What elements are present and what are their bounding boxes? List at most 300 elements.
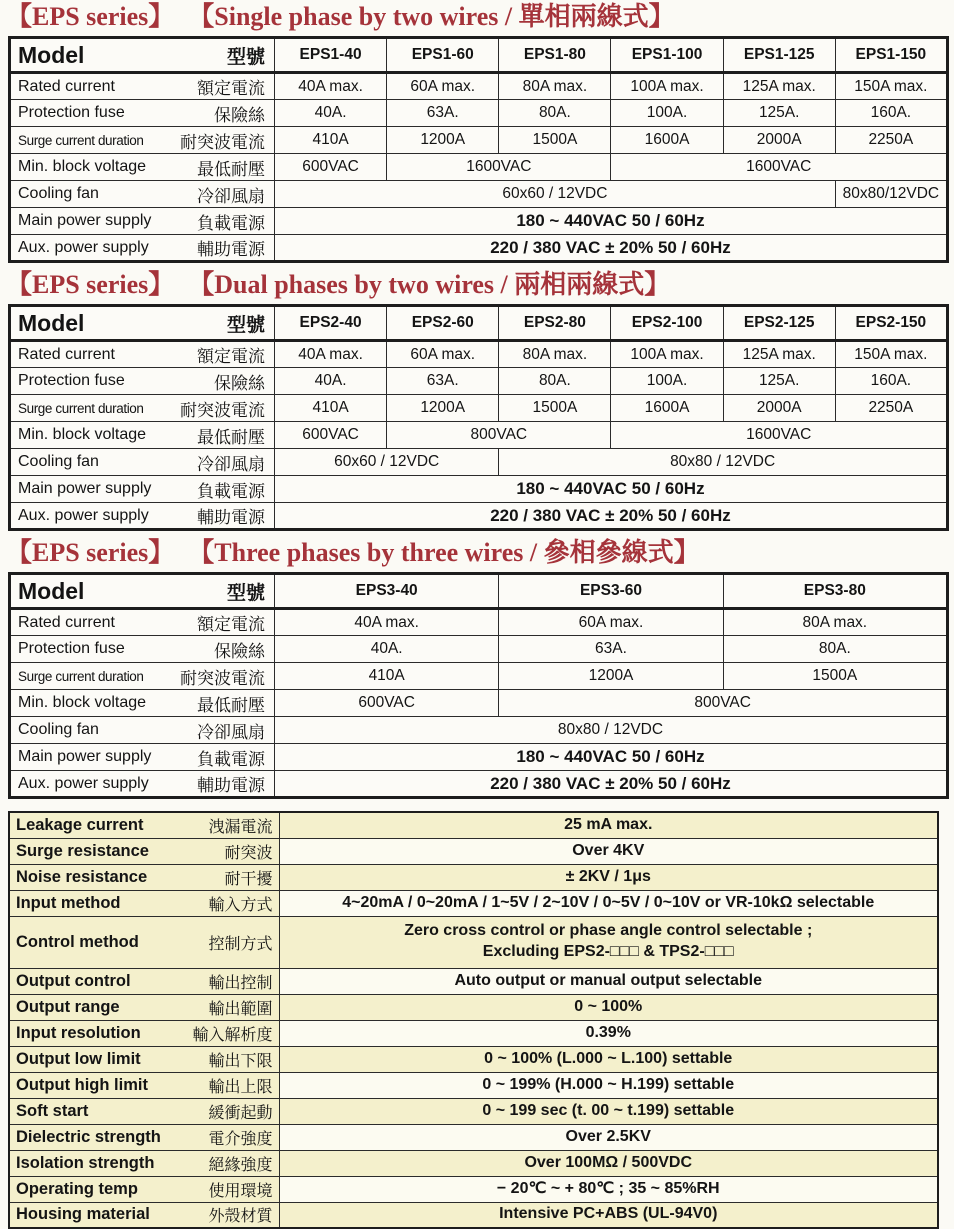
value-cell: [279, 890, 938, 916]
row-label: [18, 74, 265, 99]
table-row: [10, 181, 948, 208]
row-label: [18, 637, 265, 662]
row-label-en: Main power supply: [18, 748, 152, 765]
row-label-en: Main power supply: [18, 212, 152, 229]
row-label-en: Surge current duration: [18, 132, 144, 148]
row-label: [16, 1203, 273, 1226]
value-line: 0 ~ 199 sec (t. 00 ~ t.199) settable: [482, 1101, 735, 1119]
row-label: [16, 1178, 273, 1201]
phase-title-text: 【Single phase by two wires / 單相兩線式】: [188, 2, 675, 31]
model-column-header: EPS3-40: [275, 574, 499, 609]
value-cell: 100A max.: [611, 341, 723, 368]
value-cell: 100A max.: [611, 73, 723, 100]
model-column-header: EPS2-125: [723, 306, 835, 341]
value-line: Over 4KV: [572, 841, 645, 859]
value-cell: [279, 1098, 938, 1124]
row-label-zh: 輸出範圍: [208, 1000, 273, 1018]
value-cell: 1600VAC: [611, 154, 947, 181]
spec-section: [0, 270, 954, 531]
row-label: [16, 814, 273, 837]
table-row: [9, 812, 938, 838]
row-label-en: Cooling fan: [18, 185, 99, 202]
row-label-zh: 最低耐壓: [197, 695, 265, 715]
table-row: [9, 890, 938, 916]
row-label-cell: [10, 771, 275, 798]
value-line: 4~20mA / 0~20mA / 1~5V / 2~10V / 0~5V / 0~10V or VR-10kΩ selectable: [342, 893, 875, 911]
row-label-en: Output range: [16, 997, 120, 1016]
model-column-header: EPS1-60: [387, 38, 499, 73]
row-label-en: Rated current: [18, 613, 115, 631]
row-label-en: Min. block voltage: [18, 426, 147, 443]
row-label-cell: [10, 127, 275, 154]
value-cell: 2000A: [723, 395, 835, 422]
value-cell: 800VAC: [499, 690, 948, 717]
table-row: [10, 609, 948, 636]
row-label-cell: [9, 838, 279, 864]
table-row: [10, 503, 948, 530]
row-label-zh: 冷卻風扇: [197, 186, 265, 206]
row-label-cell: [10, 235, 275, 262]
table-row: [10, 476, 948, 503]
row-label-zh: 負載電源: [197, 481, 265, 501]
value-line: Zero cross control or phase angle control selectable ;: [404, 922, 813, 940]
table-row: [9, 1072, 938, 1098]
table-row: [10, 422, 948, 449]
row-label-zh: 輔助電源: [197, 776, 265, 795]
value-cell: 125A max.: [723, 73, 835, 100]
value-cell: 220 / 380 VAC ± 20% 50 / 60Hz: [275, 503, 948, 530]
row-label-zh: 保險絲: [214, 373, 265, 393]
row-label-cell: [9, 968, 279, 994]
value-cell: 1500A: [723, 663, 947, 690]
table-body: [10, 609, 948, 798]
value-cell: 80x80 / 12VDC: [499, 449, 948, 476]
row-label: [18, 664, 265, 689]
header-row: [10, 306, 948, 341]
row-label: [18, 182, 265, 207]
row-label-cell: [9, 864, 279, 890]
model-column-header: EPS2-80: [499, 306, 611, 341]
table-row: [10, 368, 948, 395]
model-column-header: EPS2-100: [611, 306, 723, 341]
row-label-en: Soft start: [16, 1101, 89, 1120]
table-row: [10, 771, 948, 798]
specs-table-body: [9, 812, 938, 1228]
value-cell: 80A.: [499, 368, 611, 395]
value-cell: 40A max.: [275, 341, 387, 368]
row-label-cell: [9, 1046, 279, 1072]
table-header: [10, 306, 948, 341]
row-label: [18, 209, 265, 234]
row-label-zh: 電介強度: [208, 1130, 273, 1148]
row-label: [16, 866, 273, 889]
row-label: [18, 423, 265, 448]
table-row: [10, 717, 948, 744]
table-header: [10, 38, 948, 73]
row-label: [18, 342, 265, 367]
row-label-cell: [10, 636, 275, 663]
row-label-zh: 輸出控制: [208, 974, 273, 992]
value-cell: 2250A: [835, 127, 947, 154]
row-label-en: Output control: [16, 971, 131, 990]
value-cell: 60A max.: [387, 73, 499, 100]
row-label-en: Main power supply: [18, 480, 152, 497]
row-label-cell: [10, 609, 275, 636]
row-label-en: Cooling fan: [18, 721, 99, 738]
row-label-cell: [10, 154, 275, 181]
table-row: [9, 1150, 938, 1176]
table-row: [10, 73, 948, 100]
row-label-en: Rated current: [18, 345, 115, 363]
table-row: [9, 1098, 938, 1124]
header-row: [10, 574, 948, 609]
table-row: [10, 341, 948, 368]
value-line: 0 ~ 100%: [574, 997, 643, 1015]
row-label: [16, 1022, 273, 1045]
table-body: [10, 341, 948, 530]
row-label: [18, 610, 265, 635]
value-cell: [279, 916, 938, 968]
section-title: [6, 538, 954, 568]
row-label-cell: [10, 73, 275, 100]
table-row: [9, 1046, 938, 1072]
row-label-cell: [9, 890, 279, 916]
common-specs-table: [8, 811, 939, 1229]
value-cell: 40A max.: [275, 73, 387, 100]
value-line: Over 2.5KV: [565, 1127, 651, 1145]
row-label-en: Protection fuse: [18, 104, 125, 121]
value-cell: 80A.: [499, 100, 611, 127]
row-label-zh: 使用環境: [208, 1182, 273, 1200]
value-cell: 80A max.: [499, 73, 611, 100]
row-label-en: Operating temp: [16, 1179, 138, 1198]
row-label-en: Min. block voltage: [18, 694, 147, 711]
row-label: [16, 1100, 273, 1123]
row-label-cell: [10, 476, 275, 503]
value-line: ± 2KV / 1μs: [565, 867, 651, 885]
row-label-en: Surge current duration: [18, 400, 144, 416]
row-label-cell: [10, 449, 275, 476]
row-label-zh: 輔助電源: [197, 508, 265, 527]
row-label-cell: [10, 744, 275, 771]
section-title: [6, 270, 954, 300]
row-label-cell: [10, 181, 275, 208]
row-label-zh: 輸入方式: [208, 896, 273, 914]
models-table-2: [8, 304, 949, 531]
row-label: [18, 450, 265, 475]
models-table-3: [8, 572, 949, 799]
value-cell: 1600VAC: [387, 154, 611, 181]
row-label-en: Isolation strength: [16, 1153, 155, 1172]
value-cell: [279, 1150, 938, 1176]
value-cell: [279, 838, 938, 864]
row-label-cell: [10, 100, 275, 127]
row-label: [16, 996, 273, 1019]
row-label-en: Min. block voltage: [18, 158, 147, 175]
row-label: [18, 691, 265, 716]
row-label-en: Model: [18, 577, 85, 604]
row-label-en: Noise resistance: [16, 867, 148, 886]
model-column-header: EPS1-40: [275, 38, 387, 73]
value-cell: 150A max.: [835, 73, 947, 100]
row-label-cell: [10, 690, 275, 717]
table-row: [9, 838, 938, 864]
value-cell: 1500A: [499, 127, 611, 154]
row-label-zh: 冷卻風扇: [197, 722, 265, 742]
row-label-zh: 耐突波電流: [180, 668, 265, 688]
model-header-cell: [10, 38, 275, 73]
row-label-en: Cooling fan: [18, 453, 99, 470]
row-label-zh: 保險絲: [214, 641, 265, 661]
value-cell: 60x60 / 12VDC: [275, 181, 836, 208]
series-title-text: 【EPS series】: [6, 2, 175, 31]
value-cell: [279, 1020, 938, 1046]
value-cell: 1600A: [611, 395, 723, 422]
value-cell: 60A max.: [387, 341, 499, 368]
value-cell: 600VAC: [275, 422, 387, 449]
row-label-zh: 絕緣強度: [208, 1156, 273, 1174]
value-cell: 150A max.: [835, 341, 947, 368]
value-cell: 60A max.: [499, 609, 723, 636]
value-cell: 1600A: [611, 127, 723, 154]
spec-section: [0, 538, 954, 799]
value-cell: 160A.: [835, 100, 947, 127]
row-label-en: Aux. power supply: [18, 774, 149, 792]
row-label-zh: 負載電源: [197, 749, 265, 769]
row-label-zh: 外殼材質: [208, 1208, 273, 1226]
value-cell: 80x80/12VDC: [835, 181, 947, 208]
row-label: [18, 310, 265, 337]
value-cell: 410A: [275, 127, 387, 154]
row-label-en: Surge resistance: [16, 841, 149, 860]
row-label: [16, 970, 273, 993]
value-line: Auto output or manual output selectable: [454, 971, 763, 989]
header-row: [10, 38, 948, 73]
row-label-zh: 控制方式: [208, 935, 273, 953]
value-cell: 125A.: [723, 368, 835, 395]
row-label: [18, 155, 265, 180]
row-label-zh: 耐干擾: [224, 870, 273, 888]
table-row: [10, 690, 948, 717]
table-row: [9, 1124, 938, 1150]
row-label-en: Aux. power supply: [18, 238, 149, 256]
row-label-cell: [10, 395, 275, 422]
row-label-cell: [9, 1150, 279, 1176]
value-cell: 63A.: [499, 636, 723, 663]
row-label-zh: 冷卻風扇: [197, 454, 265, 474]
value-cell: 1600VAC: [611, 422, 947, 449]
row-label-zh: 輔助電源: [197, 240, 265, 259]
table-row: [9, 916, 938, 968]
table-row: [10, 636, 948, 663]
row-label-zh: 耐突波電流: [180, 400, 265, 420]
row-label-en: Leakage current: [16, 815, 144, 834]
value-line: Intensive PC+ABS (UL-94V0): [499, 1205, 718, 1223]
table-row: [9, 1176, 938, 1202]
value-cell: 180 ~ 440VAC 50 / 60Hz: [275, 744, 948, 771]
value-cell: 40A max.: [275, 609, 499, 636]
phase-title-text: 【Dual phases by two wires / 兩相兩線式】: [188, 270, 671, 299]
value-cell: 600VAC: [275, 154, 387, 181]
model-column-header: EPS2-60: [387, 306, 499, 341]
series-title-text: 【EPS series】: [6, 270, 175, 299]
row-label-zh: 輸出上限: [208, 1078, 273, 1096]
value-cell: 180 ~ 440VAC 50 / 60Hz: [275, 208, 948, 235]
row-label-en: Protection fuse: [18, 372, 125, 389]
model-column-header: EPS1-80: [499, 38, 611, 73]
row-label-cell: [9, 994, 279, 1020]
value-cell: 80A max.: [723, 609, 947, 636]
value-cell: 80A max.: [499, 341, 611, 368]
value-cell: 2250A: [835, 395, 947, 422]
value-cell: [279, 1124, 938, 1150]
row-label-zh: 型號: [226, 314, 265, 336]
row-label-zh: 額定電流: [197, 79, 265, 98]
model-header-cell: [10, 306, 275, 341]
value-line: − 20℃ ~ + 80℃ ; 35 ~ 85%RH: [496, 1179, 720, 1197]
value-cell: 100A.: [611, 100, 723, 127]
row-label: [18, 396, 265, 421]
value-cell: 125A.: [723, 100, 835, 127]
table-row: [10, 395, 948, 422]
row-label: [18, 503, 265, 528]
row-label-en: Model: [18, 41, 85, 68]
row-label-en: Input method: [16, 893, 121, 912]
model-column-header: EPS2-150: [835, 306, 947, 341]
row-label-zh: 最低耐壓: [197, 427, 265, 447]
row-label-zh: 額定電流: [197, 615, 265, 634]
row-label-cell: [10, 341, 275, 368]
row-label: [18, 235, 265, 260]
model-column-header: EPS3-80: [723, 574, 947, 609]
row-label-zh: 型號: [226, 582, 265, 604]
value-line: 25 mA max.: [564, 815, 653, 833]
value-cell: 40A.: [275, 636, 499, 663]
row-label: [16, 1152, 273, 1175]
row-label-en: Output high limit: [16, 1075, 148, 1094]
row-label: [18, 128, 265, 153]
row-label-zh: 緩衝起動: [208, 1104, 273, 1122]
row-label-cell: [9, 1124, 279, 1150]
row-label-cell: [9, 1072, 279, 1098]
table-row: [10, 449, 948, 476]
value-cell: 80A.: [723, 636, 947, 663]
value-cell: 1200A: [499, 663, 723, 690]
value-cell: [279, 1176, 938, 1202]
model-column-header: EPS2-40: [275, 306, 387, 341]
row-label: [18, 578, 265, 605]
row-label-cell: [10, 663, 275, 690]
row-label-zh: 額定電流: [197, 347, 265, 366]
row-label: [18, 101, 265, 126]
value-cell: 80x80 / 12VDC: [275, 717, 948, 744]
value-cell: 1200A: [387, 395, 499, 422]
value-cell: 800VAC: [387, 422, 611, 449]
value-cell: 180 ~ 440VAC 50 / 60Hz: [275, 476, 948, 503]
row-label-cell: [10, 208, 275, 235]
value-cell: 1500A: [499, 395, 611, 422]
value-cell: [279, 864, 938, 890]
value-cell: 63A.: [387, 100, 499, 127]
value-cell: 1200A: [387, 127, 499, 154]
table-row: [9, 1202, 938, 1228]
row-label: [16, 1074, 273, 1097]
row-label-cell: [9, 812, 279, 838]
row-label: [18, 745, 265, 770]
spec-section: [0, 2, 954, 263]
value-cell: [279, 1046, 938, 1072]
value-cell: 2000A: [723, 127, 835, 154]
table-row: [10, 100, 948, 127]
row-label-cell: [9, 916, 279, 968]
table-row: [9, 994, 938, 1020]
phase-title-text: 【Three phases by three wires / 參相參線式】: [188, 538, 700, 567]
row-label: [18, 718, 265, 743]
value-cell: [279, 812, 938, 838]
value-cell: 100A.: [611, 368, 723, 395]
row-label-cell: [10, 717, 275, 744]
row-label-zh: 耐突波電流: [180, 132, 265, 152]
models-table-1: [8, 36, 949, 263]
row-label-zh: 最低耐壓: [197, 159, 265, 179]
row-label: [18, 477, 265, 502]
table-row: [9, 968, 938, 994]
table-row: [10, 208, 948, 235]
value-line: Excluding EPS2-□□□ & TPS2-□□□: [482, 943, 734, 960]
table-row: [10, 663, 948, 690]
row-label-en: Aux. power supply: [18, 506, 149, 524]
value-cell: 63A.: [387, 368, 499, 395]
row-label-en: Surge current duration: [18, 668, 144, 684]
row-label-en: Protection fuse: [18, 640, 125, 657]
value-cell: 410A: [275, 395, 387, 422]
row-label-cell: [9, 1176, 279, 1202]
table-row: [10, 235, 948, 262]
value-cell: [279, 968, 938, 994]
value-cell: 600VAC: [275, 690, 499, 717]
row-label: [18, 42, 265, 69]
value-cell: 40A.: [275, 368, 387, 395]
value-cell: 125A max.: [723, 341, 835, 368]
row-label: [16, 1048, 273, 1071]
value-line: 0.39%: [585, 1023, 631, 1041]
value-cell: 60x60 / 12VDC: [275, 449, 499, 476]
value-cell: 410A: [275, 663, 499, 690]
row-label-zh: 耐突波: [224, 844, 273, 862]
row-label: [16, 840, 273, 863]
row-label-cell: [10, 422, 275, 449]
row-label-en: Model: [18, 309, 85, 336]
row-label-zh: 型號: [226, 46, 265, 68]
row-label: [18, 369, 265, 394]
row-label-zh: 洩漏電流: [208, 818, 273, 836]
row-label: [18, 771, 265, 796]
row-label-zh: 負載電源: [197, 213, 265, 233]
row-label-en: Housing material: [16, 1205, 150, 1224]
value-cell: [279, 1202, 938, 1228]
row-label-en: Input resolution: [16, 1023, 141, 1042]
row-label: [16, 1126, 273, 1149]
row-label-zh: 輸入解析度: [192, 1026, 273, 1044]
series-title-text: 【EPS series】: [6, 538, 175, 567]
model-column-header: EPS1-150: [835, 38, 947, 73]
row-label-en: Control method: [16, 932, 139, 951]
row-label-en: Dielectric strength: [16, 1127, 161, 1146]
value-cell: [279, 1072, 938, 1098]
table-row: [10, 154, 948, 181]
value-line: Over 100MΩ / 500VDC: [524, 1153, 693, 1171]
model-column-header: EPS1-100: [611, 38, 723, 73]
